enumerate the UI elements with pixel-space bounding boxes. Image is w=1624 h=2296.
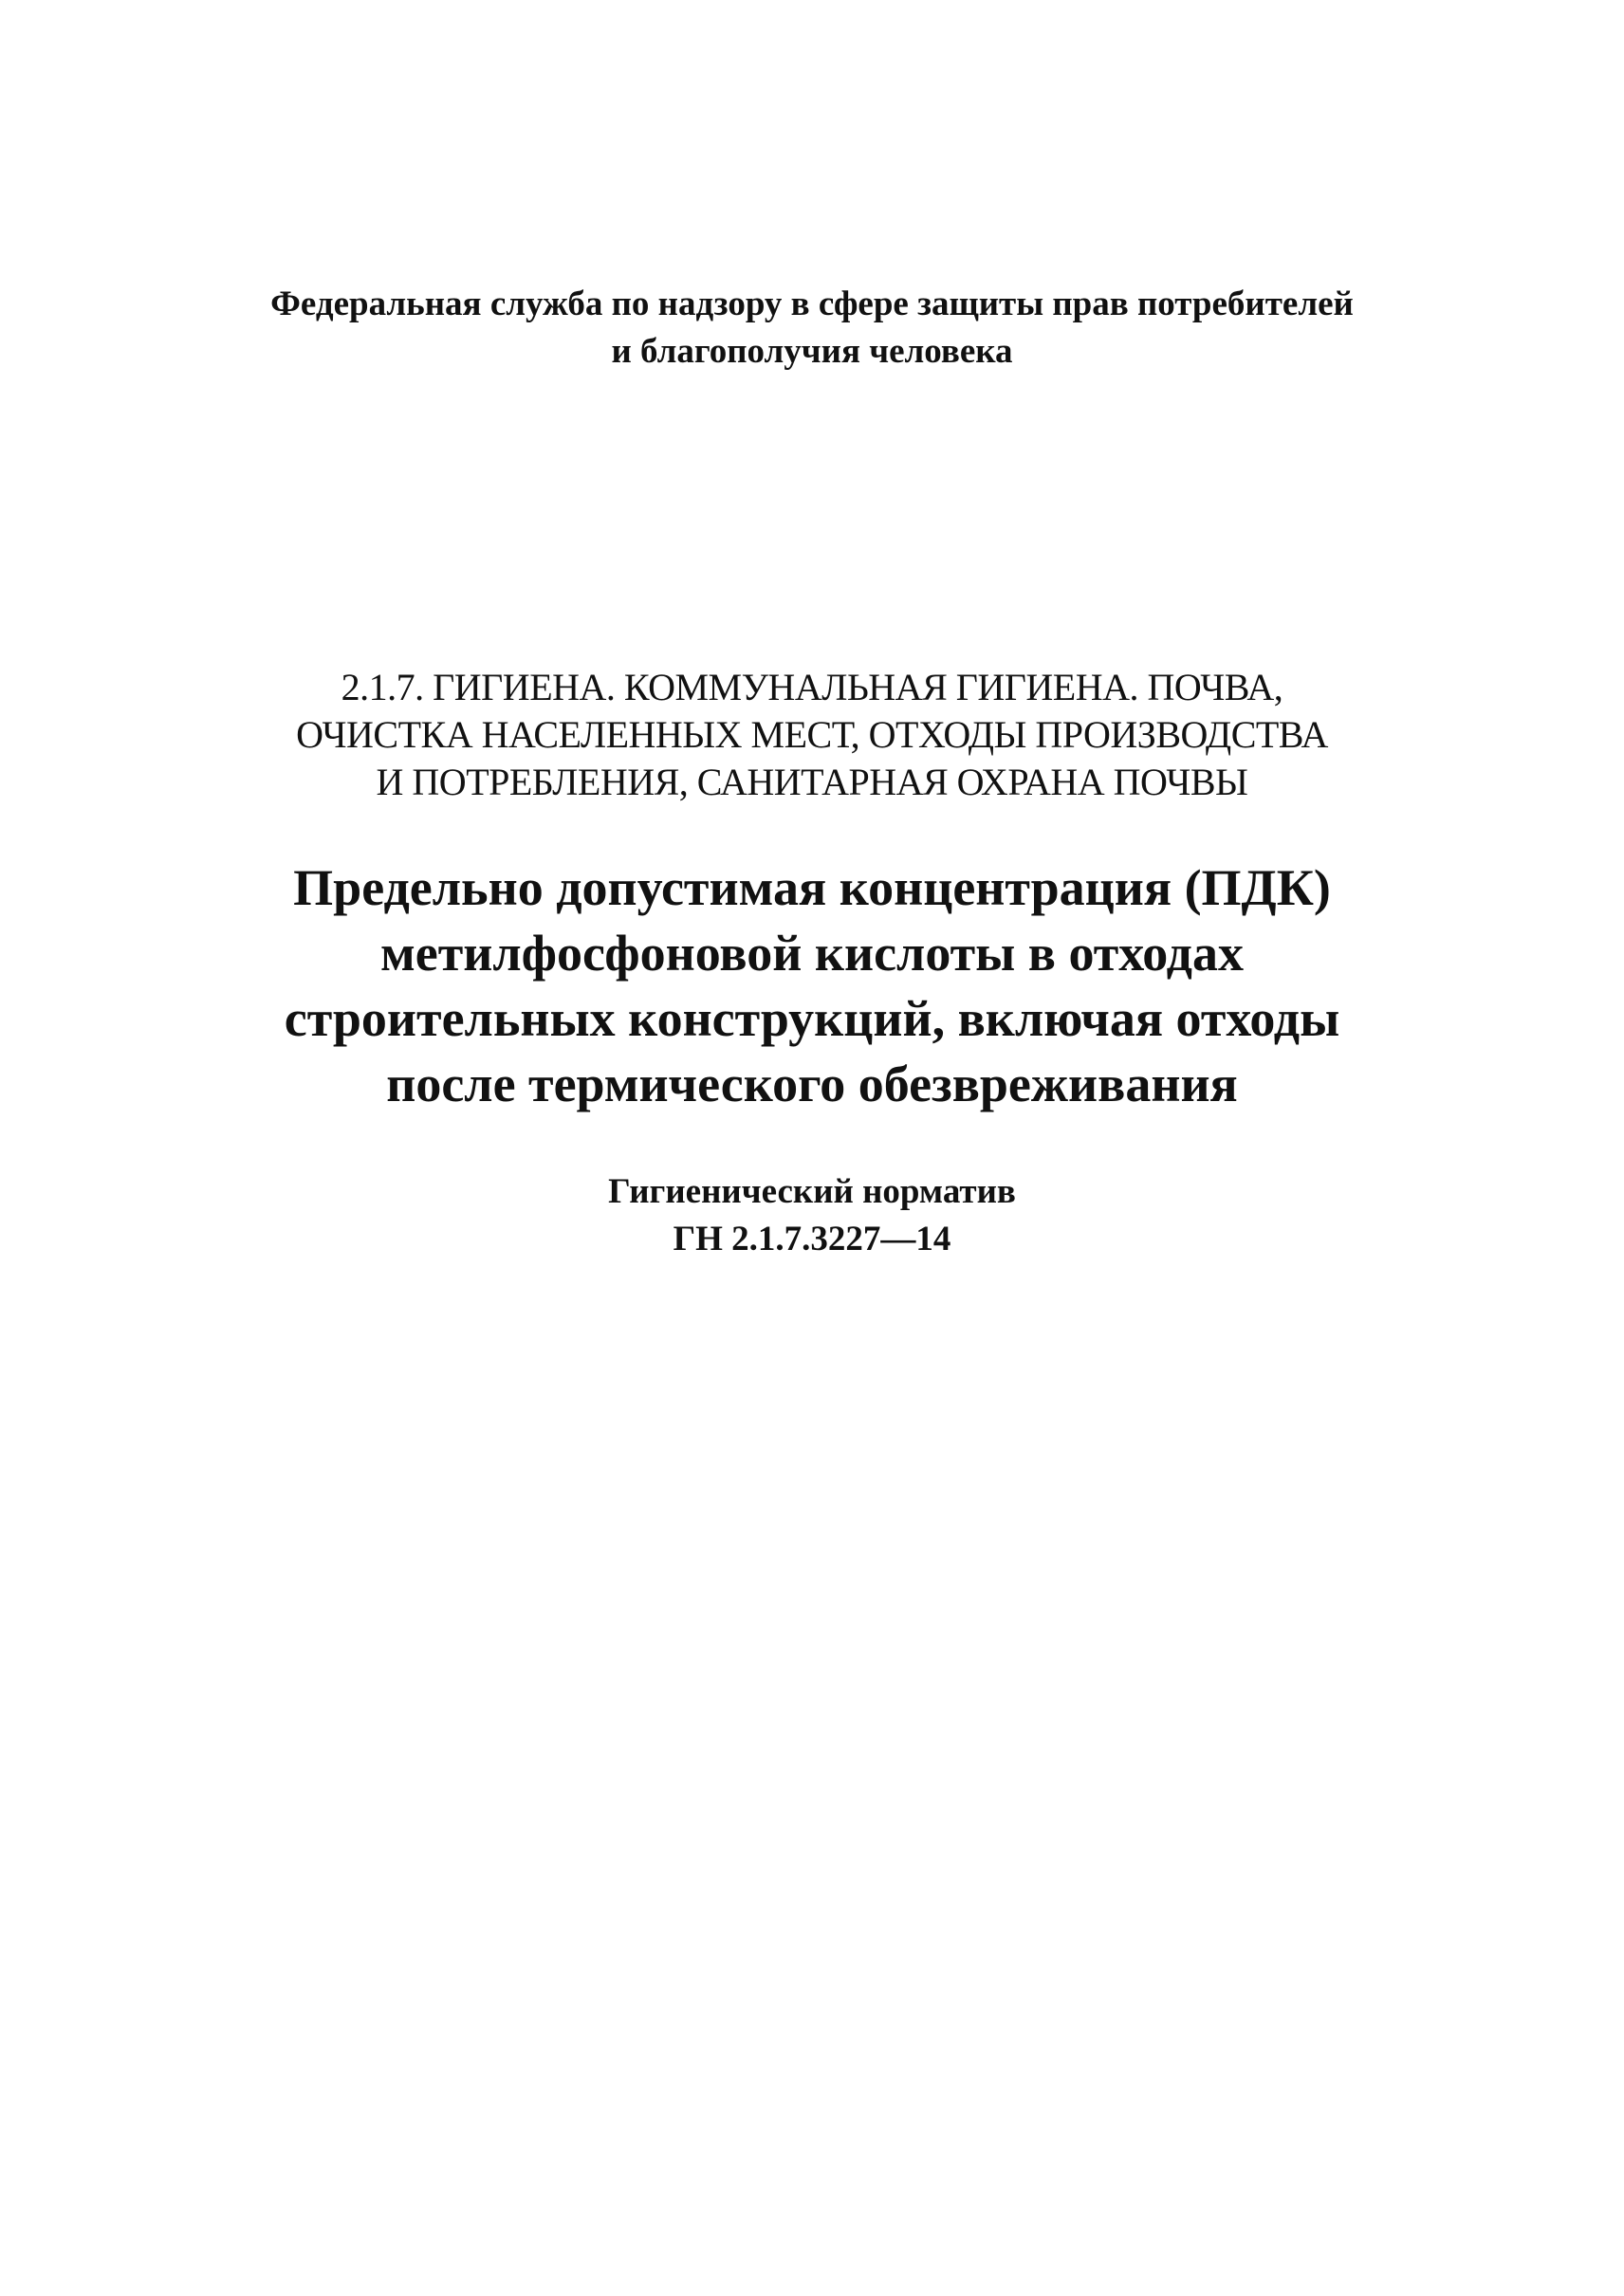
document-title-line-1: Предельно допустимая концентрация (ПДК)	[293, 859, 1331, 916]
section-heading-line-1: 2.1.7. ГИГИЕНА. КОММУНАЛЬНАЯ ГИГИЕНА. ПОЧВА,	[341, 666, 1283, 708]
norm-designation	[0, 1168, 1624, 1263]
document-title-line-4: после термического обезвреживания	[386, 1056, 1238, 1112]
norm-code: ГН 2.1.7.3227—14	[673, 1220, 951, 1258]
section-heading-line-3: И ПОТРЕБЛЕНИЯ, САНИТАРНАЯ ОХРАНА ПОЧВЫ	[376, 761, 1248, 803]
norm-type: Гигиенический норматив	[608, 1172, 1016, 1211]
section-heading	[0, 664, 1624, 806]
agency-name	[0, 281, 1624, 376]
document-title	[0, 855, 1624, 1117]
section-heading-line-2: ОЧИСТКА НАСЕЛЕННЫХ МЕСТ, ОТХОДЫ ПРОИЗВОДСТВА	[296, 713, 1328, 756]
document-title-line-3: строительных конструкций, включая отходы	[284, 990, 1340, 1047]
agency-name-line-1: Федеральная служба по надзору в сфере защиты прав потребителей	[270, 285, 1354, 323]
document-title-line-2: метилфосфоновой кислоты в отходах	[380, 925, 1244, 982]
agency-name-line-2: и благополучия человека	[611, 332, 1013, 371]
